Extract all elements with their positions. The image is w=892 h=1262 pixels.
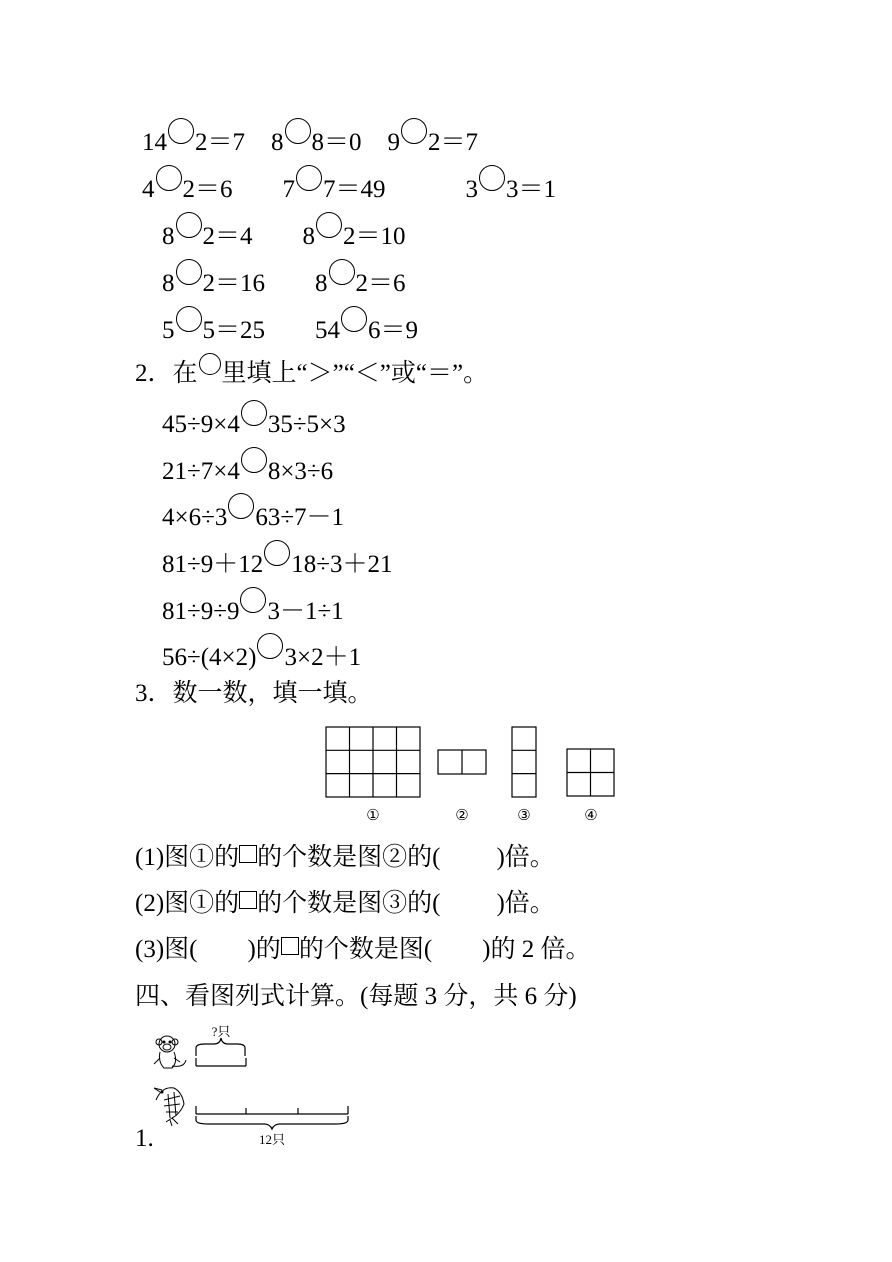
q1-row-1: 14 2＝7 8 8＝0 9 2＝7 (142, 118, 478, 158)
section-4-heading: 四、看图列式计算。(每题 3 分，共 6 分) (135, 983, 577, 1010)
figure-3-grid (512, 727, 536, 797)
q1-row-3: 8 2＝4 8 2＝10 (162, 212, 406, 252)
q1-row-2: 4 2＝6 7 7＝49 3 3＝1 (142, 165, 556, 205)
figure-2-grid (438, 750, 486, 774)
q1-row-4: 8 2＝16 8 2＝6 (162, 259, 406, 299)
section-4-question-number: 1. (135, 1125, 154, 1152)
answer-circle[interactable] (156, 165, 182, 191)
q2-item-4: 81÷9＋12 18÷3＋21 (162, 540, 392, 580)
bird-total-label: 12只 (258, 1132, 286, 1147)
answer-circle[interactable] (168, 118, 194, 144)
figure-label-3: ③ (517, 808, 531, 824)
q3-heading: 3．数一数，填一填。 (135, 680, 373, 707)
q2-heading: 2．在 里填上“＞”“＜”或“＝”。 (135, 353, 488, 389)
q3-sub-2: (2)图①的 的个数是图③的( )倍。 (135, 890, 555, 917)
picture-problem-1 (150, 1022, 360, 1152)
compare-circle[interactable] (264, 540, 290, 566)
monkey-icon (154, 1036, 186, 1068)
answer-circle[interactable] (296, 165, 322, 191)
q2-item-5: 81÷9÷9 3－1÷1 (162, 587, 344, 627)
q2-item-1: 45÷9×4 35÷5×3 (162, 400, 346, 440)
square-symbol-icon (239, 845, 257, 863)
q2-item-6: 56÷(4×2) 3×2＋1 (162, 633, 361, 673)
answer-circle[interactable] (176, 306, 202, 332)
answer-circle[interactable] (316, 212, 342, 238)
bird-bar (196, 1106, 348, 1129)
compare-circle[interactable] (241, 400, 267, 426)
answer-circle[interactable] (329, 259, 355, 285)
monkey-bar (196, 1038, 246, 1066)
answer-circle[interactable] (176, 212, 202, 238)
monkey-count-label: ?只 (211, 1024, 231, 1039)
compare-circle[interactable] (228, 493, 254, 519)
circle-symbol-icon (199, 353, 221, 375)
q3-sub-1: (1)图①的 的个数是图②的( )倍。 (135, 844, 555, 871)
answer-circle[interactable] (479, 165, 505, 191)
square-figures (320, 722, 620, 826)
figure-label-4: ④ (584, 808, 598, 824)
square-symbol-icon (281, 937, 299, 955)
answer-circle[interactable] (285, 118, 311, 144)
compare-circle[interactable] (241, 447, 267, 473)
answer-circle[interactable] (176, 259, 202, 285)
q3-sub-3: (3)图( )的 的个数是图( )的 2 倍。 (135, 936, 591, 963)
compare-circle[interactable] (240, 587, 266, 613)
q2-item-2: 21÷7×4 8×3÷6 (162, 447, 333, 487)
q2-item-3: 4×6÷3 63÷7－1 (162, 493, 344, 533)
answer-circle[interactable] (401, 118, 427, 144)
figure-label-1: ① (366, 808, 380, 824)
q1-row-5: 5 5＝25 54 6＝9 (162, 306, 418, 346)
bird-icon (154, 1088, 184, 1126)
figure-4-grid (567, 749, 614, 796)
figure-label-2: ② (455, 808, 469, 824)
answer-circle[interactable] (341, 306, 367, 332)
compare-circle[interactable] (257, 633, 283, 659)
square-symbol-icon (239, 891, 257, 909)
figure-1-grid (326, 727, 420, 797)
